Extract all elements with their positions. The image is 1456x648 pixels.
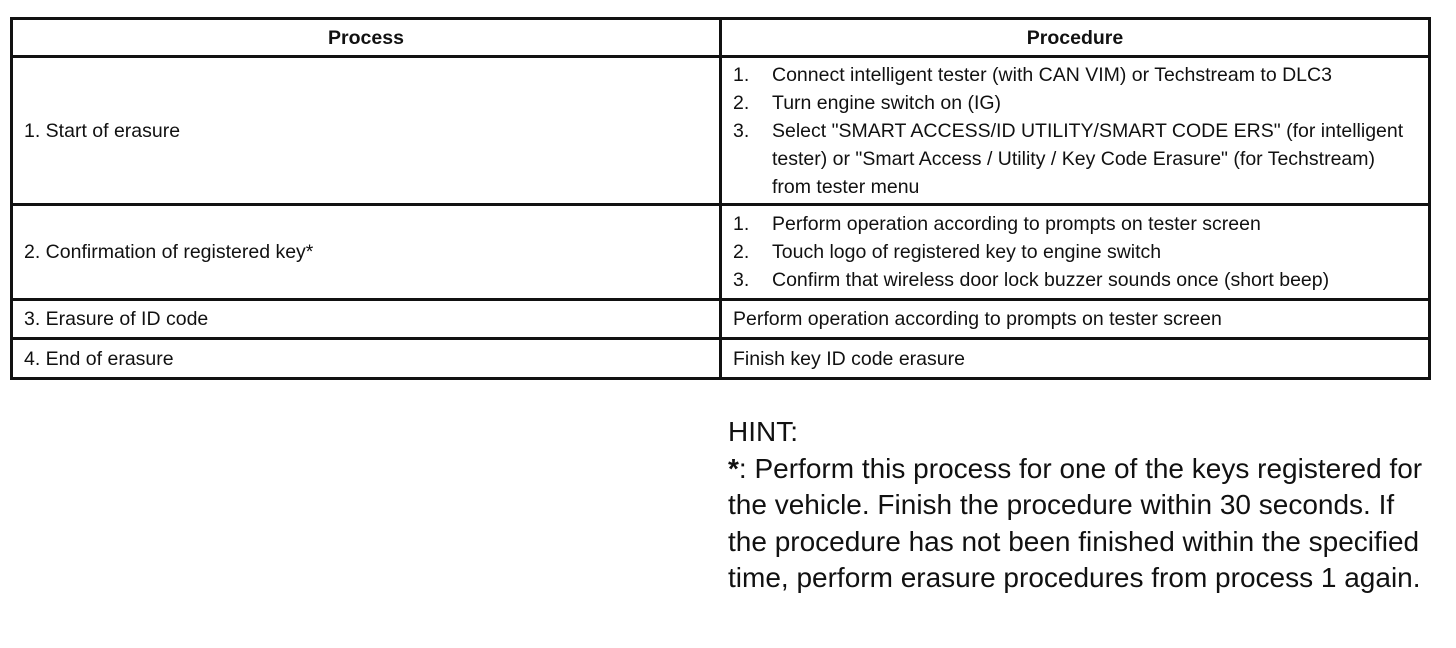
step-list [733,210,1417,294]
procedure-cell [721,57,1430,205]
step-item [733,210,1417,238]
step-item [733,117,1417,201]
step-text: Turn engine switch on (IG) [772,91,1002,114]
step-number: 1. [733,63,750,86]
asterisk-marker: * [728,452,739,484]
procedure-table [10,17,1431,380]
step-text: Select "SMART ACCESS/ID UTILITY/SMART CODE ERS" (for intelligent tester) or "Smart Access / Utility / Key Code Erasure" (for Techstream) from tester menu [772,119,1404,198]
process-cell: 4. End of erasure [12,339,721,379]
table-header-row [12,19,1430,57]
step-item [733,266,1417,294]
step-number: 2. [733,91,750,114]
column-header-procedure: Procedure [721,19,1430,57]
step-item [733,61,1417,89]
table-row [12,205,1430,300]
process-cell: 1. Start of erasure [12,57,721,205]
hint-note [728,414,1428,597]
table-row [12,300,1430,339]
table-row [12,339,1430,379]
step-text: Perform operation according to prompts on tester screen [772,213,1261,235]
step-item [733,89,1417,117]
process-cell: 3. Erasure of ID code [12,300,721,339]
step-number: 1. [733,213,750,235]
procedure-cell: Finish key ID code erasure [721,339,1430,379]
procedure-cell [721,205,1430,300]
step-list [733,61,1417,201]
step-number: 3. [733,269,750,291]
step-number: 2. [733,241,750,263]
step-item [733,238,1417,266]
step-text: Touch logo of registered key to engine switch [772,241,1162,263]
table-row [12,57,1430,205]
procedure-cell: Perform operation according to prompts on tester screen [721,300,1430,339]
hint-title: HINT: [728,416,798,447]
hint-text: : Perform this process for one of the keys registered for the vehicle. Finish the procedure within 30 seconds. If the procedure has not been finished within the specified time, perform erasure procedures from process 1 again. [728,452,1423,593]
step-number: 3. [733,119,750,142]
process-cell: 2. Confirmation of registered key* [12,205,721,300]
step-text: Connect intelligent tester (with CAN VIM) or Techstream to DLC3 [772,63,1332,86]
step-text: Confirm that wireless door lock buzzer sounds once (short beep) [772,269,1330,291]
hint-body [728,451,1428,597]
column-header-process: Process [12,19,721,57]
